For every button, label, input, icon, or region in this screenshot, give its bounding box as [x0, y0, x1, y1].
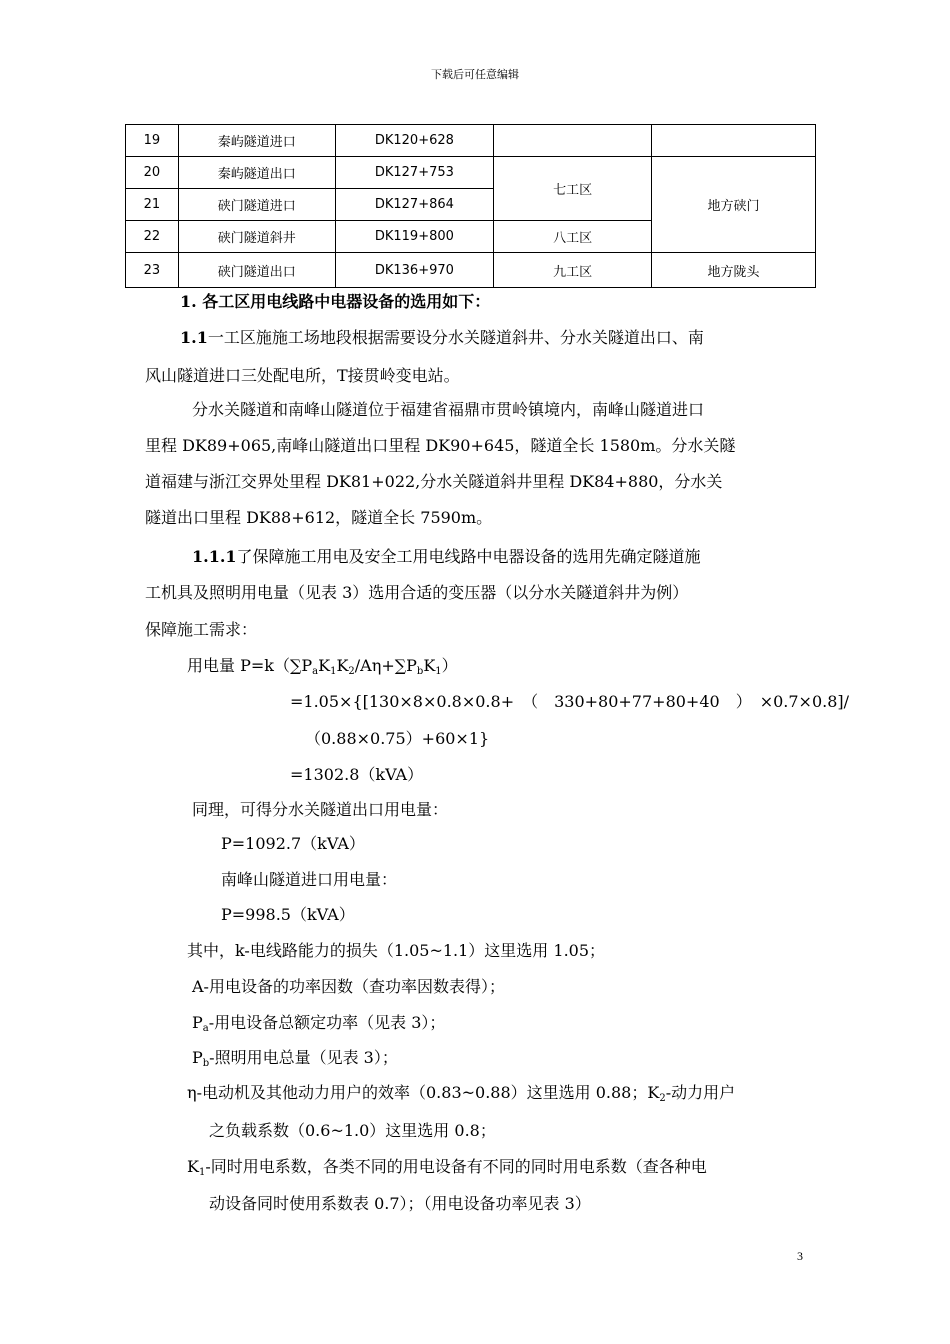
- definition-line: η-电动机及其他动力用户的效率（0.83~0.88）这里选用 0.88；$K_2-$动力用户: [187, 1083, 736, 1104]
- definition-line: A-用电设备的功率因数（查功率因数表得）；: [192, 977, 505, 996]
- station-name: 硖门隧道进口: [178, 189, 335, 221]
- paragraph-line: 保障施工需求：: [145, 620, 258, 639]
- station-name: 秦屿隧道出口: [178, 157, 335, 189]
- paragraph-line: P=998.5（kVA）: [221, 905, 355, 924]
- calc-line-1: =1.05×{[130×8×0.8×0.8+ （ 330+80+77+80+40 ） ×0.7×0.8]/: [290, 692, 850, 711]
- station-name: 秦屿隧道进口: [178, 125, 335, 157]
- row-number: 19: [126, 125, 179, 157]
- station-mileage: DK120+628: [335, 125, 493, 157]
- paragraph-line: 隧道出口里程 DK88+612，隧道全长 7590m。: [145, 508, 493, 527]
- formula-line: 用电量 $P=k(\sum P_aK_1K_2/A\eta+\sum P_bK_1)$: [187, 656, 458, 677]
- paragraph-line: 里程 DK89+065,南峰山隧道出口里程 DK90+645，隧道全长 1580m。分水关隧: [145, 436, 736, 455]
- power-source-merged: 地方硖门: [652, 157, 816, 253]
- work-area-merged: 七工区: [494, 157, 652, 221]
- header-note: 下载后可任意编辑: [431, 68, 519, 81]
- definition-line: 之负载系数（0.6~1.0）这里选用 0.8；: [209, 1121, 496, 1140]
- definition-line: 其中，k-电线路能力的损失（1.05~1.1）这里选用 1.05；: [187, 941, 606, 960]
- section-1-heading: 1. 各工区用电线路中电器设备的选用如下：: [180, 292, 491, 311]
- station-name: 硖门隧道出口: [178, 253, 335, 288]
- station-table: [125, 124, 816, 288]
- row-number: 21: [126, 189, 179, 221]
- definition-line: $P_b-$照明用电总量（见表 3）；: [192, 1048, 398, 1069]
- station-mileage: DK119+800: [335, 221, 493, 253]
- paragraph-line: P=1092.7（kVA）: [221, 834, 365, 853]
- paragraph-line: 工机具及照明用电量（见表 3）选用合适的变压器（以分水关隧道斜井为例）: [145, 583, 689, 602]
- section-1-1-line-1: 1.1一工区施施工场地段根据需要设分水关隧道斜井、分水关隧道出口、南: [180, 328, 704, 347]
- work-area: [494, 125, 652, 157]
- section-number: 1.1: [180, 328, 208, 347]
- paragraph-line: 同理，可得分水关隧道出口用电量：: [192, 800, 449, 819]
- paragraph-line: 道福建与浙江交界处里程 DK81+022,分水关隧道斜井里程 DK84+880，分水关: [145, 472, 723, 491]
- station-mileage: DK127+864: [335, 189, 493, 221]
- paragraph-line: 南峰山隧道进口用电量：: [221, 870, 398, 889]
- power-source: [652, 125, 816, 157]
- definition-line: $K_1-$同时用电系数，各类不同的用电设备有不同的同时用电系数（查各种电: [187, 1157, 707, 1178]
- work-area: 九工区: [494, 253, 652, 288]
- calc-line-3: =1302.8（kVA）: [290, 765, 424, 784]
- definition-line: $P_a-$用电设备总额定功率（见表 3）；: [192, 1013, 446, 1034]
- station-mileage: DK127+753: [335, 157, 493, 189]
- definition-line: 动设备同时使用系数表 0.7）；（用电设备功率见表 3）: [209, 1194, 591, 1213]
- section-number: 1.1.1: [192, 547, 237, 566]
- section-1-1-1-line-1: 1.1.1了保障施工用电及安全工用电线路中电器设备的选用先确定隧道施: [192, 547, 701, 566]
- station-name: 硖门隧道斜井: [178, 221, 335, 253]
- section-1-1-line-2: 风山隧道进口三处配电所，T接贯岭变电站。: [145, 366, 460, 385]
- station-mileage: DK136+970: [335, 253, 493, 288]
- table-row: [126, 157, 816, 189]
- row-number: 20: [126, 157, 179, 189]
- row-number: 23: [126, 253, 179, 288]
- row-number: 22: [126, 221, 179, 253]
- power-source: 地方陇头: [652, 253, 816, 288]
- calc-line-2: （0.88×0.75）+60×1}: [305, 729, 490, 748]
- table-row: [126, 125, 816, 157]
- page-number: 3: [797, 1249, 803, 1263]
- work-area: 八工区: [494, 221, 652, 253]
- paragraph-line: 分水关隧道和南峰山隧道位于福建省福鼎市贯岭镇境内，南峰山隧道进口: [192, 400, 705, 419]
- table-row: [126, 253, 816, 288]
